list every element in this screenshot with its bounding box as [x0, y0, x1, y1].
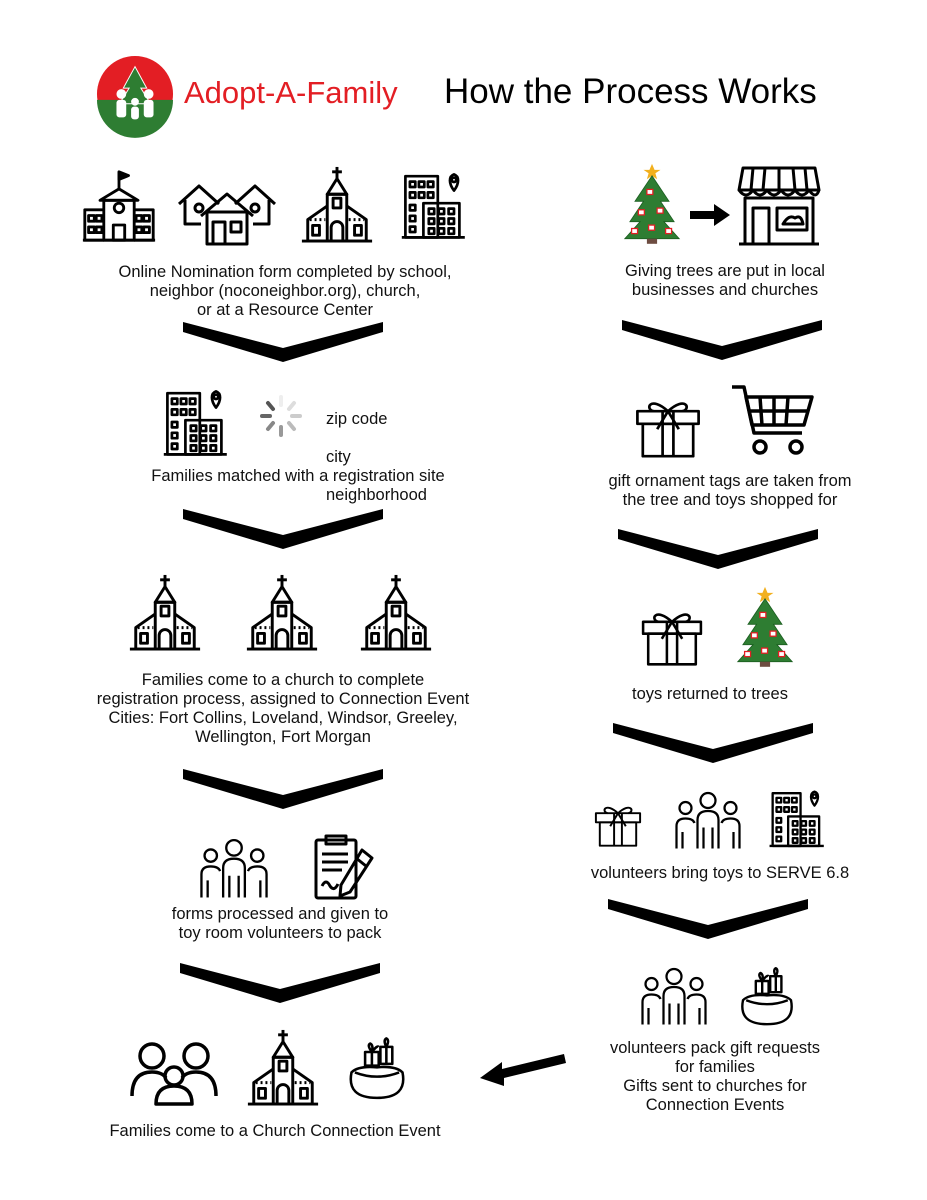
arrow-left-icon	[480, 1052, 566, 1088]
page-title: How the Process Works	[444, 72, 817, 111]
building-location-icon	[768, 786, 830, 850]
right-step-2-caption: gift ornament tags are taken from the tree and toys shopped for	[608, 472, 852, 509]
flow-chevron	[622, 320, 822, 360]
arrow-right-icon	[690, 204, 730, 226]
right-step-3-caption: toys returned to trees	[632, 685, 788, 703]
logo	[96, 55, 174, 133]
flow-chevron	[613, 722, 813, 764]
left-step-5-caption: Families come to a Church Connection Event	[109, 1122, 441, 1140]
people-group-icon	[630, 966, 718, 1026]
right-step-4-caption: volunteers bring toys to SERVE 6.8	[590, 864, 850, 882]
gift-box-icon	[592, 793, 644, 849]
storefront-icon	[737, 164, 821, 248]
people-group-icon	[663, 790, 753, 850]
location-criteria-item: city	[326, 448, 351, 466]
location-criteria-item: zip code	[326, 410, 388, 428]
flow-chevron	[180, 962, 380, 1004]
church-icon	[243, 571, 321, 653]
gift-sack-icon	[735, 964, 799, 1030]
building-location-icon	[162, 385, 234, 459]
christmas-tree-icon	[618, 157, 686, 249]
left-step-2-caption: Families matched with a registration site	[151, 467, 445, 485]
houses-icon	[176, 180, 278, 246]
building-location-icon	[400, 168, 472, 242]
gift-box-icon	[632, 385, 704, 459]
flow-chevron	[183, 768, 383, 810]
flow-chevron	[608, 898, 808, 940]
gift-box-icon	[638, 596, 706, 668]
left-step-1-caption: Online Nomination form completed by school, neighbor (noconeighbor.org), church, or at a Resource Center	[118, 263, 452, 319]
flow-chevron	[183, 322, 383, 362]
left-step-4-caption: forms processed and given to toy room volunteers to pack	[171, 905, 389, 942]
christmas-tree-icon	[731, 580, 799, 672]
school-icon	[80, 168, 158, 244]
loading-spinner-icon	[258, 393, 304, 439]
church-icon	[357, 571, 435, 653]
church-icon	[126, 571, 204, 653]
location-criteria-list	[326, 391, 427, 524]
flow-chevron	[618, 528, 818, 570]
flow-chevron	[183, 508, 383, 550]
location-criteria-item: neighborhood	[326, 486, 427, 504]
family-icon	[128, 1040, 220, 1106]
shopping-cart-icon	[730, 383, 814, 459]
church-icon	[244, 1026, 322, 1108]
clipboard-pen-icon	[312, 834, 376, 902]
gift-sack-icon	[343, 1034, 411, 1104]
people-group-icon	[186, 837, 282, 899]
right-step-1-caption: Giving trees are put in local businesses and churches	[625, 262, 825, 299]
right-step-5-caption: volunteers pack gift requests for families Gifts sent to churches for Connection Events	[609, 1039, 821, 1114]
left-step-3-caption: Families come to a church to complete registration process, assigned to Connection Event Cities: Fort Collins, Loveland, Windsor, Greeley, Wellington, Fort Morgan	[96, 671, 470, 746]
church-icon	[298, 163, 376, 245]
logo-text: Adopt-A-Family	[184, 75, 398, 110]
